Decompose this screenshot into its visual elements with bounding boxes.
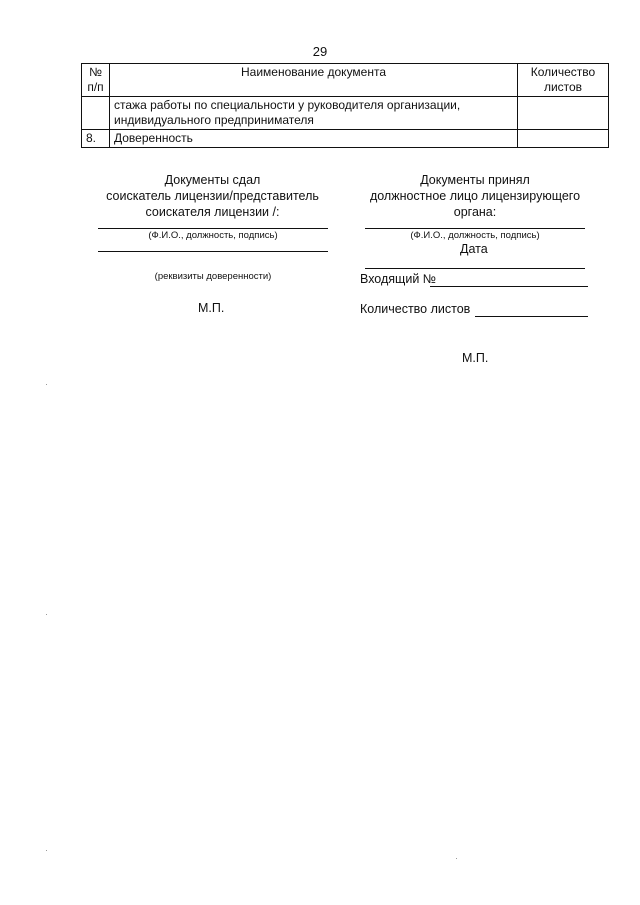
left-heading: Документы сдал соискатель лицензии/представитель соискателя лицензии /:: [106, 173, 319, 219]
scan-speck: [46, 384, 47, 385]
left-stamp: М.П.: [198, 301, 225, 315]
row-num: 8.: [82, 130, 110, 148]
row-num: [82, 97, 110, 130]
right-date-line: [365, 268, 585, 269]
right-fio-caption: (Ф.И.О., должность, подпись): [410, 230, 540, 241]
header-num: № п/п: [82, 64, 110, 97]
scan-speck: [456, 858, 457, 859]
scan-speck: [46, 850, 47, 851]
table-header-row: [82, 64, 609, 97]
right-stamp: М.П.: [462, 351, 489, 365]
row-name: стажа работы по специальности у руководителя организации, индивидуального предпринимателя: [110, 97, 518, 130]
header-count: Количество листов: [518, 64, 609, 97]
right-sheets-label: Количество листов: [360, 302, 471, 316]
right-date-label: Дата: [460, 242, 488, 256]
header-name: Наименование документа: [110, 64, 518, 97]
documents-table: [81, 63, 609, 148]
scan-speck: [46, 614, 47, 615]
row-count: [518, 130, 609, 148]
right-incoming-label: Входящий №: [360, 272, 437, 286]
left-fio-signature-line: [98, 228, 328, 229]
row-count: [518, 97, 609, 130]
left-fio-caption: (Ф.И.О., должность, подпись): [148, 230, 278, 241]
right-sheets-line: [475, 316, 588, 317]
table-row: [82, 97, 609, 130]
table-row: [82, 130, 609, 148]
row-name: Доверенность: [110, 130, 518, 148]
right-heading: Документы принял должностное лицо лицензирующего органа:: [369, 173, 581, 219]
left-proxy-line: [98, 251, 328, 252]
right-incoming-line: [430, 286, 588, 287]
right-fio-signature-line: [365, 228, 585, 229]
left-proxy-caption: (реквизиты доверенности): [154, 271, 272, 282]
page-number: 29: [312, 44, 328, 59]
